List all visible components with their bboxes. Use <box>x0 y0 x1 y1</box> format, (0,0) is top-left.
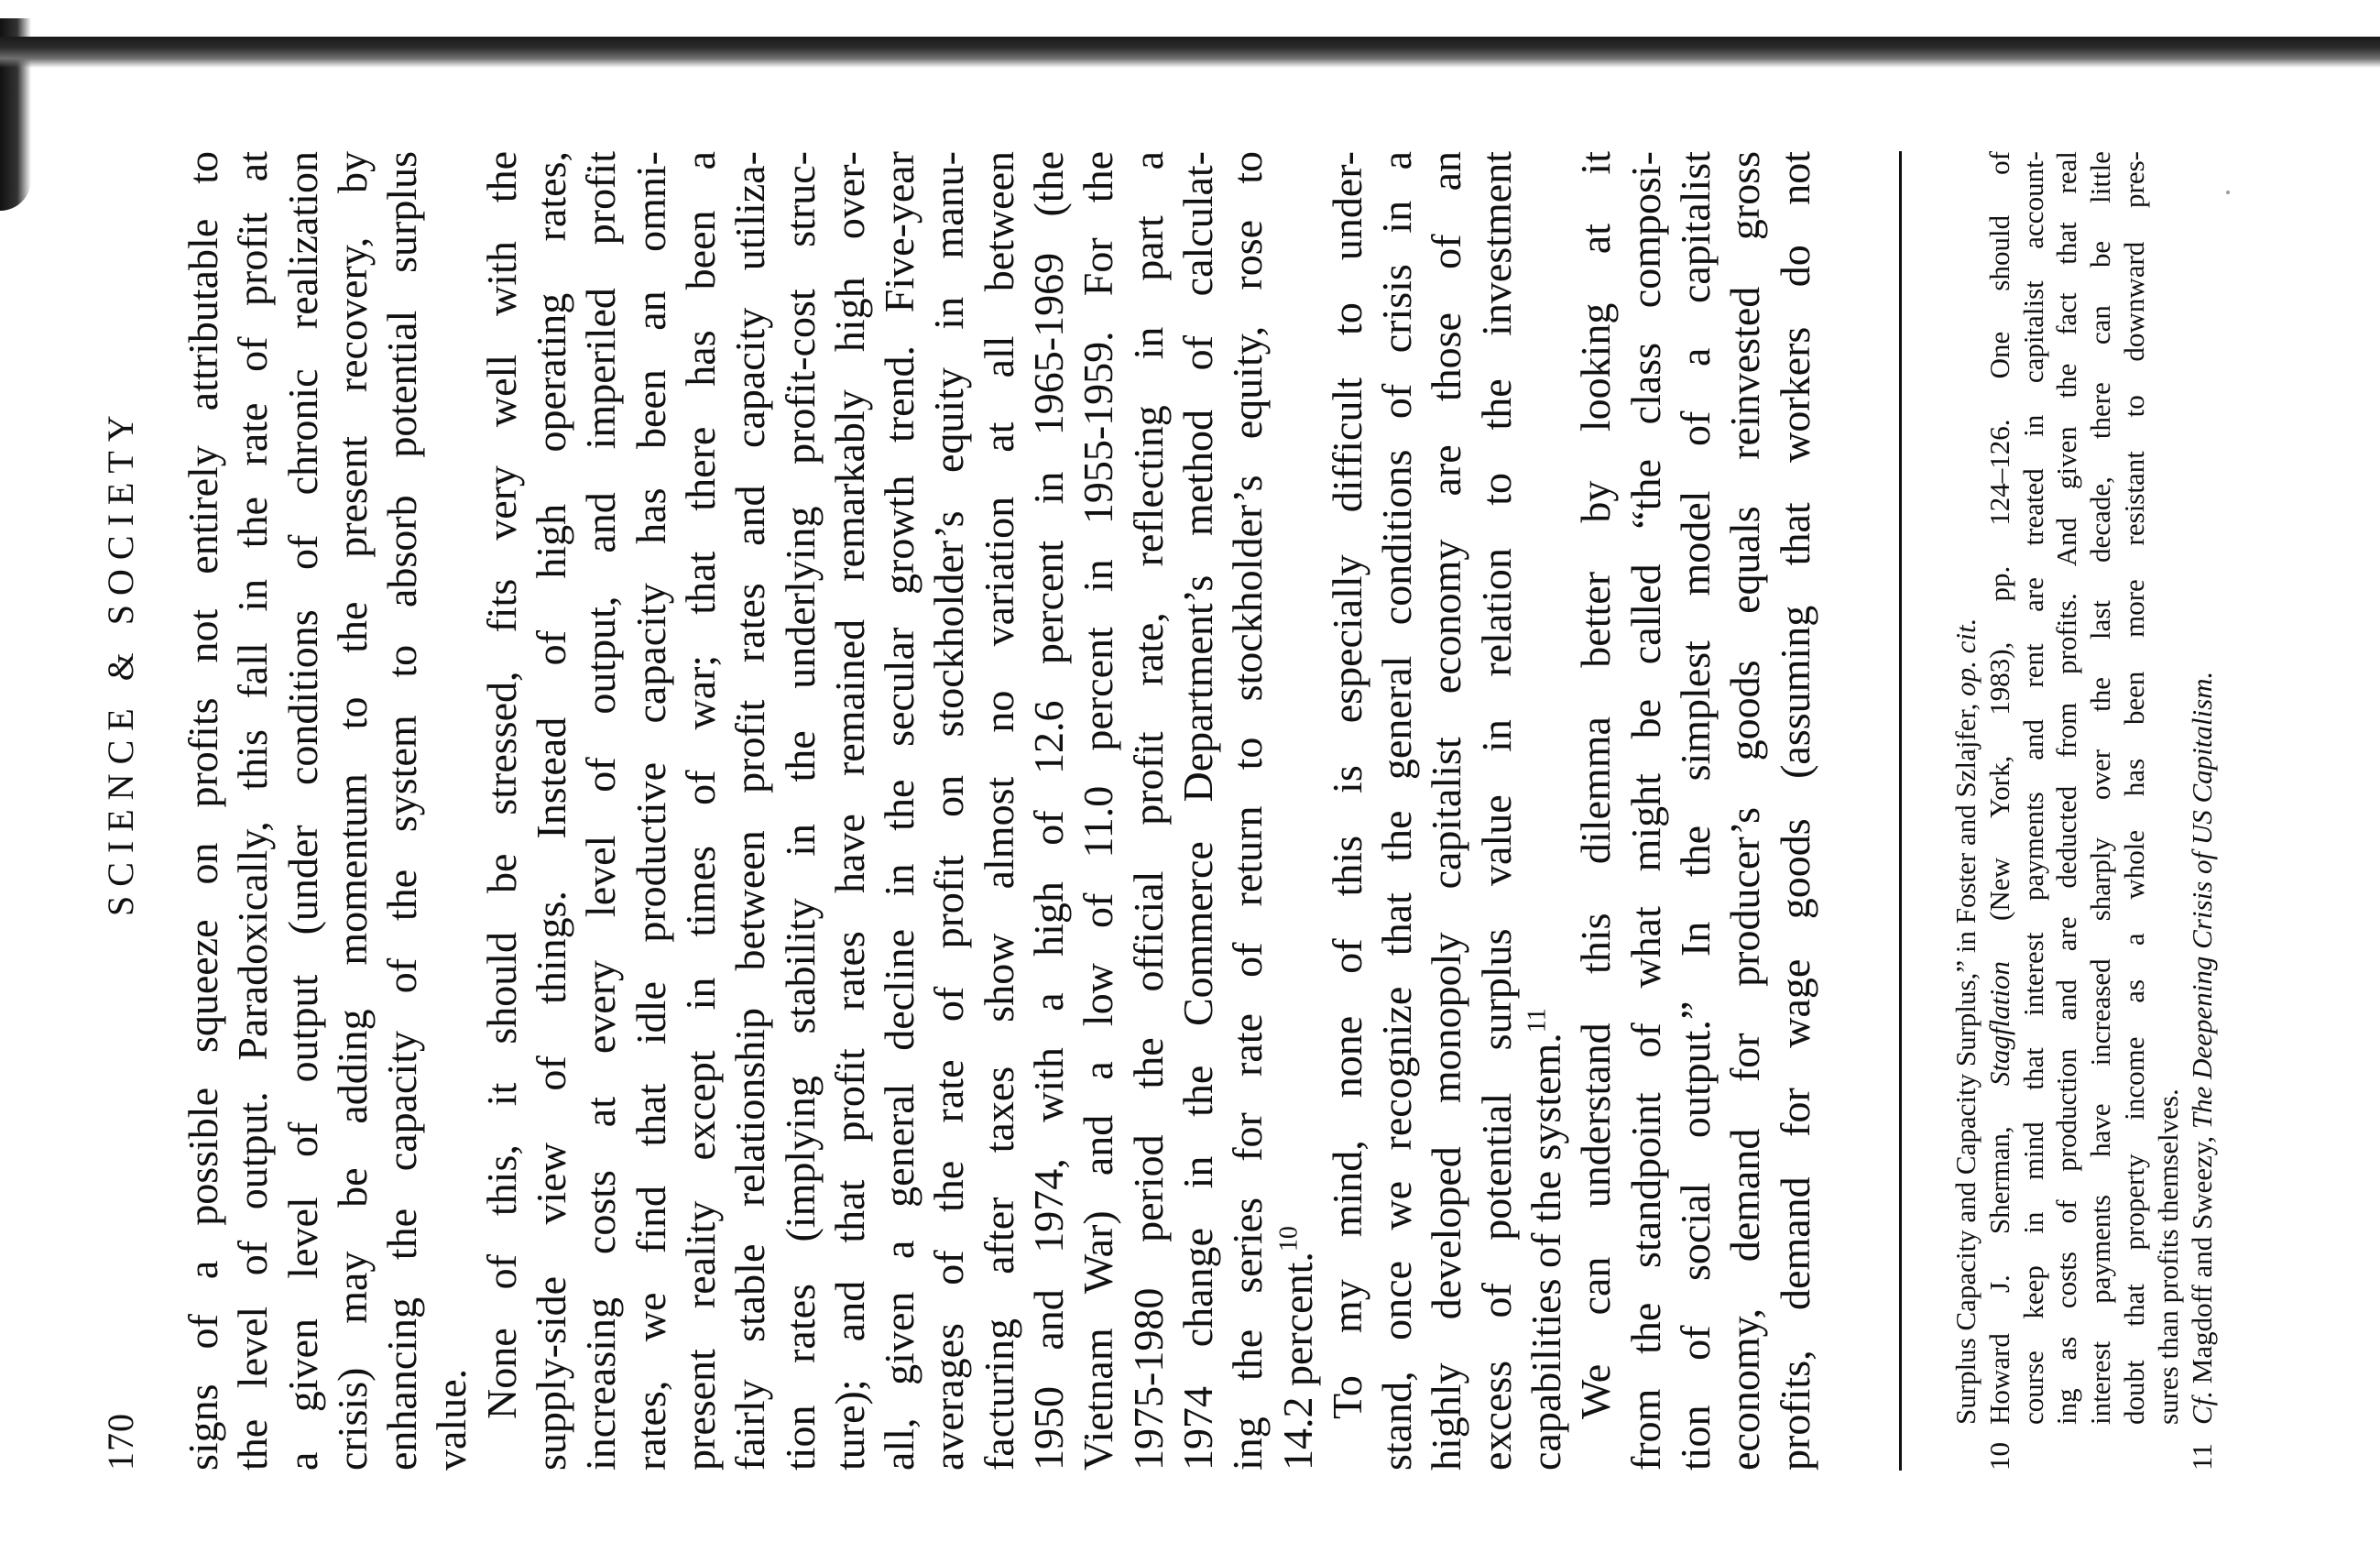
text-line: supply-side view of things. Instead of high operating rates, <box>528 151 575 1471</box>
text-line: rates, we find that idle productive capacity has been an omni- <box>627 151 674 1471</box>
text-line: ture); and that profit rates have remained remarkably high over- <box>825 151 873 1471</box>
text-line: profits, demand for wage goods (assuming that workers do not <box>1771 151 1818 1471</box>
footnote-book-title: Stagflation <box>1982 961 2015 1087</box>
text-line: from the standpoint of what might be called “the class composi- <box>1621 151 1669 1471</box>
text-line: fairly stable relationship between profit rates and capacity utiliza- <box>726 151 774 1471</box>
text-line: enhancing the capacity of the system to absorb potential surplus <box>378 151 426 1471</box>
footnote-text: course keep in mind that interest payments and rent are treated in capitalist account- <box>2016 151 2049 1425</box>
footnote-10-line <box>2118 151 2152 1471</box>
text-line: crisis) may be adding momentum to the present recovery, by <box>328 151 376 1471</box>
footnote-text-part: (New York, 1983), pp. 124–126. One should of <box>1982 151 2015 962</box>
footnote-text-part: Howard J. Sherman, <box>1982 1086 2015 1425</box>
text-line: stand, once we recognize that the general conditions of crisis in a <box>1373 151 1421 1471</box>
footnote-divider <box>1899 151 1902 1471</box>
page-number: 170 <box>100 1413 141 1471</box>
text-line: signs of a possible squeeze on profits not entirely attributable to <box>180 151 226 1471</box>
footnote-text: Surplus Capacity and Capacity Surplus,” in Foster and Szlajfer, <box>1949 695 1982 1425</box>
footnote-ref-11: 11 <box>1523 1008 1552 1033</box>
journal-title: SCIENCE & SOCIETY <box>100 406 141 916</box>
footnote-text: Magdoff and Sweezy, <box>2185 1129 2218 1391</box>
rotated-book-page <box>92 151 2218 1471</box>
body-text <box>179 151 1820 1471</box>
scan-shadow-top-edge <box>0 37 2380 68</box>
text-line: Vietnam War) and a low of 11.0 percent in 1955-1959. For the <box>1075 151 1122 1471</box>
paragraph-start-line: To my mind, none of this is especially difficult to under- <box>1323 151 1370 1419</box>
footnotes <box>1949 151 2219 1471</box>
text-line: 1950 and 1974, with a high of 12.6 percent in 1965-1969 (the <box>1025 151 1073 1471</box>
text-line: excess of potential surplus value in relation to the investment <box>1472 151 1520 1471</box>
text-line-content: capabilities of the system. <box>1523 1033 1570 1471</box>
text-line: value. <box>428 1368 475 1471</box>
text-line: the level of output. Paradoxically, this fall in the rate of profit at <box>229 151 277 1471</box>
text-line: facturing after taxes show almost no variation at all between <box>975 151 1022 1471</box>
footnote-text: sures than profits themselves. <box>2151 1088 2184 1425</box>
paragraph-start-line: None of this, it should be stressed, fits very well with the <box>477 151 525 1419</box>
footnote-11 <box>2186 151 2220 1471</box>
footnote-italic-text: Cf. <box>2185 1390 2218 1425</box>
text-line: 1975-1980 period the official profit rate, reflecting in part a <box>1124 151 1172 1471</box>
text-line: tion of social output.” In the simplest model of a capitalist <box>1671 151 1719 1471</box>
text-line <box>1273 151 1323 1471</box>
scan-speck <box>2226 191 2230 194</box>
text-line: economy, demand for producer’s goods equals reinvested gross <box>1721 151 1769 1471</box>
text-line: a given level of output (under conditions of chronic realization <box>278 151 326 1471</box>
footnote-10-line <box>2152 151 2186 1471</box>
footnote-10-line <box>2017 151 2051 1471</box>
footnote-10-line <box>2084 151 2118 1471</box>
running-head <box>92 151 147 1471</box>
footnote-ref-10: 10 <box>1274 1226 1304 1252</box>
text-line: present reality except in times of war; that there has been a <box>676 151 724 1471</box>
footnote-book-title: The Deepening Crisis of US Capitalism. <box>2185 671 2218 1130</box>
text-line: increasing costs at every level of output, and imperiled profit <box>577 151 625 1471</box>
footnote-text <box>1983 151 2017 1425</box>
footnote-text: doubt that property income as a whole has been more resistant to downward pres- <box>2117 151 2150 1425</box>
text-line: tion rates (implying stability in the underlying profit-cost struc- <box>776 151 824 1471</box>
footnote-10 <box>1983 151 2017 1471</box>
text-line: all, given a general decline in the secular growth trend. Five-year <box>876 151 923 1471</box>
footnote-text: ing as costs of production and are deducted from profits. And given the fact that real <box>2050 151 2083 1425</box>
footnote-number: 10 <box>1982 1442 2015 1471</box>
footnote-9-continuation <box>1949 151 1983 1471</box>
text-line <box>1522 151 1571 1471</box>
text-line: ing the series for rate of return to stockholder’s equity, rose to <box>1224 151 1272 1471</box>
footnote-number: 11 <box>2185 1443 2218 1471</box>
paragraph-start-line: We can understand this dilemma better by looking at it <box>1572 151 1620 1419</box>
footnote-10-line <box>2050 151 2084 1471</box>
footnote-italic-text: op. cit. <box>1949 618 1982 696</box>
text-line: highly developed monopoly capitalist economy are those of an <box>1423 151 1470 1471</box>
text-line: averages of the rate of profit on stockholder’s equity in manu- <box>925 151 973 1471</box>
text-line: 1974 change in the Commerce Department’s method of calculat- <box>1174 151 1221 1471</box>
footnote-text: interest payments have increased sharply over the last decade, there can be little <box>2084 151 2117 1425</box>
text-line-content: 14.2 percent. <box>1273 1252 1321 1471</box>
